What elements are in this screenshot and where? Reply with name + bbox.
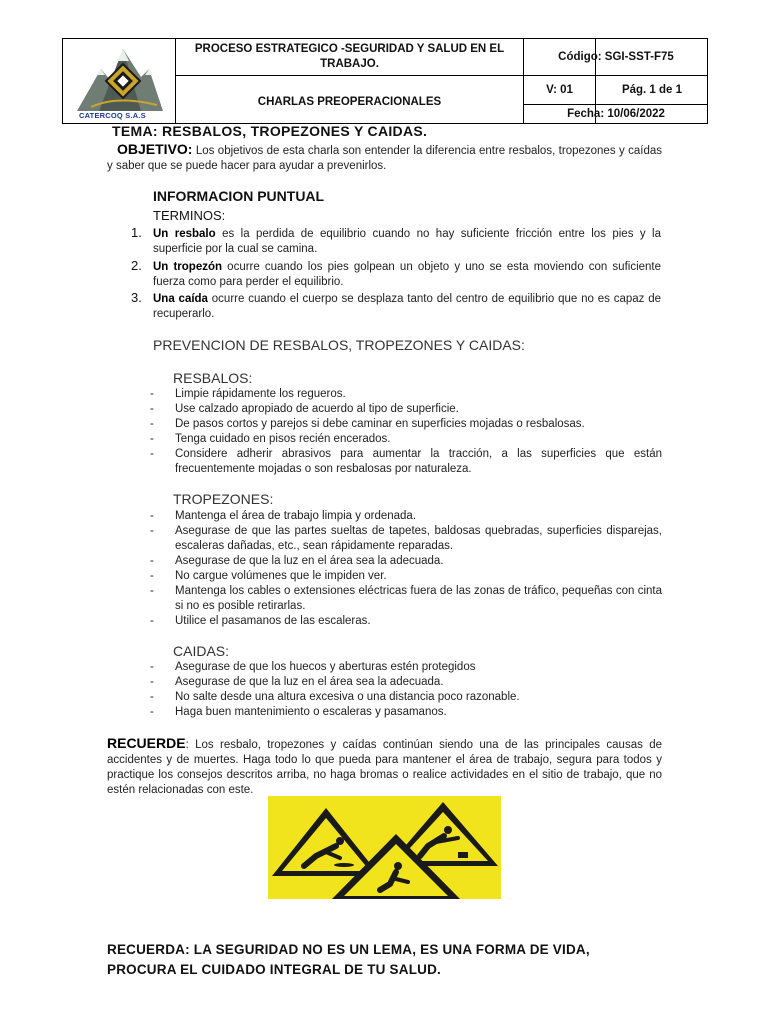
term-definition	[153, 292, 661, 322]
list-item: - Asegurase de que las partes sueltas de tapetes, baldosas quebradas, superficies disparejas, escaleras dañadas, etc., sean rápidamente reparadas.	[150, 525, 662, 552]
objective-text: Los objetivos de esta charla son entender la diferencia entre resbalos, tropezones y caídas y saber que se puede hacer para ayudar a prevenirlos.	[107, 145, 662, 172]
list-item: - Considere adherir abrasivos para aumentar la tracción, a las superficies que están frecuentemente mojadas o son resbalosas por naturaleza.	[150, 448, 662, 475]
term-number: 1.	[131, 225, 142, 240]
list-item: - Asegurase de que la luz en el área sea la adecuada.	[150, 676, 444, 688]
topic-title: TEMA: RESBALOS, TROPEZONES Y CAIDAS.	[112, 123, 428, 139]
terms-heading: TERMINOS:	[153, 208, 226, 223]
list-item: - Haga buen mantenimiento o escaleras y pasamanos.	[150, 706, 447, 718]
term-name: Una caída	[153, 293, 208, 305]
process-title: PROCESO ESTRATEGICO -SEGURIDAD Y SALUD EN EL TRABAJO.	[194, 43, 505, 70]
list-item: - Tenga cuidado en pisos recién encerados.	[150, 433, 391, 445]
term-definition	[153, 227, 661, 257]
page-number: Pág. 1 de 1	[621, 83, 683, 96]
warning-signs-icon	[268, 796, 501, 899]
company-logo	[77, 43, 163, 111]
list-item: - Asegurase de que los huecos y aberturas estén protegidos	[150, 661, 476, 673]
list-item: - Limpie rápidamente los regueros.	[150, 388, 346, 400]
term-name: Un resbalo	[153, 228, 216, 240]
list-item: - Use calzado apropiado de acuerdo al tipo de superficie.	[150, 403, 459, 415]
term-text: es la perdida de equilibrio cuando no hay suficiente fricción entre los pies y la superficie por la cual se camina.	[153, 228, 661, 255]
reminder-text: : Los resbalo, tropezones y caídas continúan siendo una de las principales causas de accidentes y de muertes. Haga todo lo que pueda para mantener el área de trabajo, segura para todos y practique los consejos descritos arriba, no haga bromas o realice actividades en el sitio de trabajo, que no estén relacionadas con este.	[107, 739, 662, 796]
document-name: CHARLAS PREOPERACIONALES	[257, 95, 442, 108]
list-item: - Mantenga los cables o extensiones eléctricas fuera de las zonas de tráfico, pequeñas con cinta si no es posible retirarlas.	[150, 585, 662, 612]
logo-text: CATERCOQ S.A.S	[79, 111, 146, 120]
reminder-label: RECUERDE	[107, 735, 186, 751]
term-text: ocurre cuando el cuerpo se desplaza tanto del centro de equilibrio que no es capaz de recuperarlo.	[153, 293, 661, 320]
list-item: - De pasos cortos y parejos si debe caminar en superficies mojadas o resbalosas.	[150, 418, 585, 430]
footer-slogan-line2: PROCURA EL CUIDADO INTEGRAL DE TU SALUD.	[107, 962, 442, 977]
header-table	[62, 38, 708, 124]
document-code: Código: SGI-SST-F75	[558, 50, 674, 63]
objective-label: OBJETIVO:	[117, 141, 193, 157]
reminder-paragraph	[107, 736, 662, 798]
list-item: - Utilice el pasamanos de las escaleras.	[150, 615, 371, 627]
caidas-heading: CAIDAS:	[173, 643, 230, 659]
footer-slogan-line1: RECUERDA: LA SEGURIDAD NO ES UN LEMA, ES UNA FORMA DE VIDA,	[107, 942, 590, 957]
objective-paragraph	[107, 142, 662, 174]
resbalos-heading: RESBALOS:	[173, 370, 253, 386]
list-item: - No salte desde una altura excesiva o una distancia poco razonable.	[150, 691, 520, 703]
term-number: 2.	[131, 258, 142, 273]
mountain-logo-icon	[77, 43, 163, 111]
tropezones-list	[150, 509, 662, 629]
prevention-heading: PREVENCION DE RESBALOS, TROPEZONES Y CAIDAS:	[153, 337, 525, 353]
list-item: - Mantenga el área de trabajo limpia y ordenada.	[150, 510, 417, 522]
term-name: Un tropezón	[153, 261, 223, 273]
resbalos-list	[150, 387, 662, 477]
version: V: 01	[546, 83, 573, 96]
term-number: 3.	[131, 290, 142, 305]
list-item: - No cargue volúmenes que le impiden ver.	[150, 570, 387, 582]
caidas-list	[150, 660, 662, 720]
info-heading: INFORMACION PUNTUAL	[153, 188, 325, 204]
term-definition	[153, 260, 661, 290]
tropezones-heading: TROPEZONES:	[173, 491, 274, 507]
warning-signs-image	[268, 796, 501, 899]
term-text: ocurre cuando los pies golpean un objeto y uno se esta moviendo con suficiente fuerza como para perder el equilibrio.	[153, 261, 662, 288]
list-item: - Asegurase de que la luz en el área sea la adecuada.	[150, 555, 444, 567]
document-date: Fecha: 10/06/2022	[567, 108, 665, 120]
